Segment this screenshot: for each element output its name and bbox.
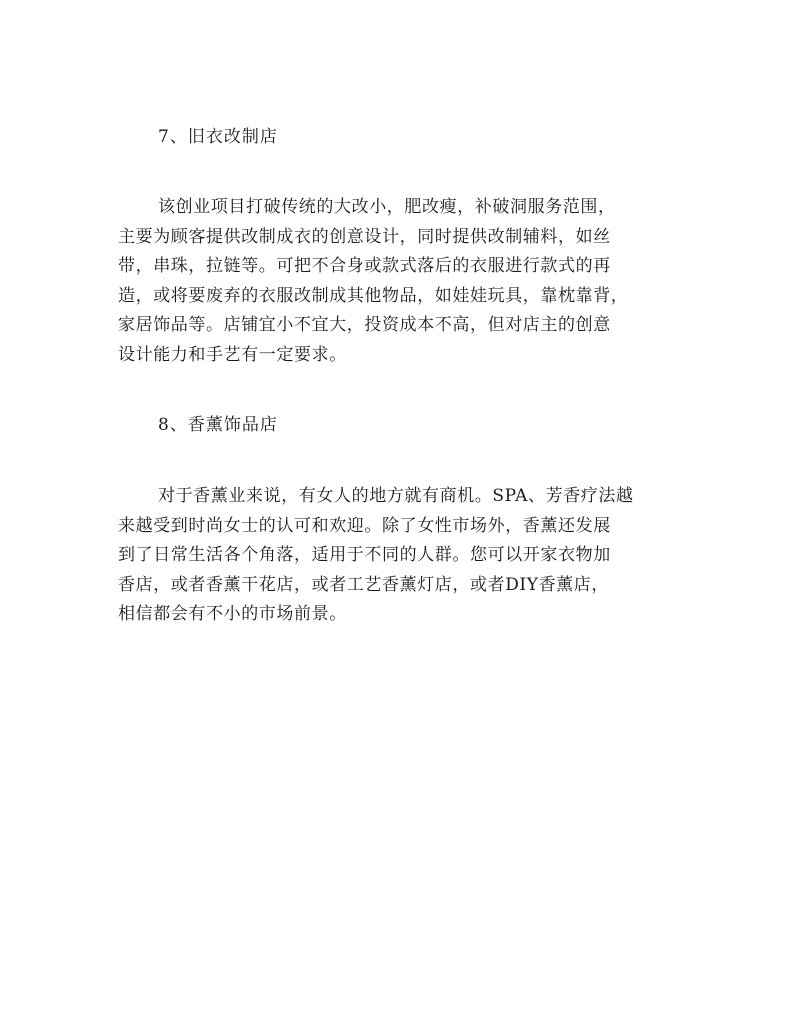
section-heading-7: 7、旧衣改制店 [158,127,278,147]
paragraph-line: 香店，或者香薰干花店，或者工艺香薰灯店，或者DIY香薰店， [118,574,609,595]
paragraph-line: 该创业项目打破传统的大改小，肥改瘦，补破洞服务范围， [158,197,616,217]
section-heading-8: 8、香薰饰品店 [158,415,278,435]
paragraph-line: 对于香薰业来说，有女人的地方就有商机。SPA、芳香疗法越 [158,486,634,506]
section-paragraph-8 [118,482,678,630]
paragraph-line: 来越受到时尚女士的认可和欢迎。除了女性市场外，香薰还发展 [118,515,611,536]
paragraph-line: 设计能力和手艺有一定要求。 [118,344,347,365]
paragraph-line: 造，或将要废弃的衣服改制成其他物品，如娃娃玩具，靠枕靠背， [118,285,629,306]
section-paragraph-7 [118,193,678,371]
paragraph-line: 主要为顾客提供改制成衣的创意设计，同时提供改制辅料，如丝 [118,226,611,247]
paragraph-line: 家居饰品等。店铺宜小不宜大，投资成本不高，但对店主的创意 [118,315,611,336]
paragraph-line: 带，串珠，拉链等。可把不合身或款式落后的衣服进行款式的再 [118,256,611,277]
paragraph-line: 到了日常生活各个角落，适用于不同的人群。您可以开家衣物加 [118,545,611,566]
paragraph-line: 相信都会有不小的市场前景。 [118,604,347,625]
